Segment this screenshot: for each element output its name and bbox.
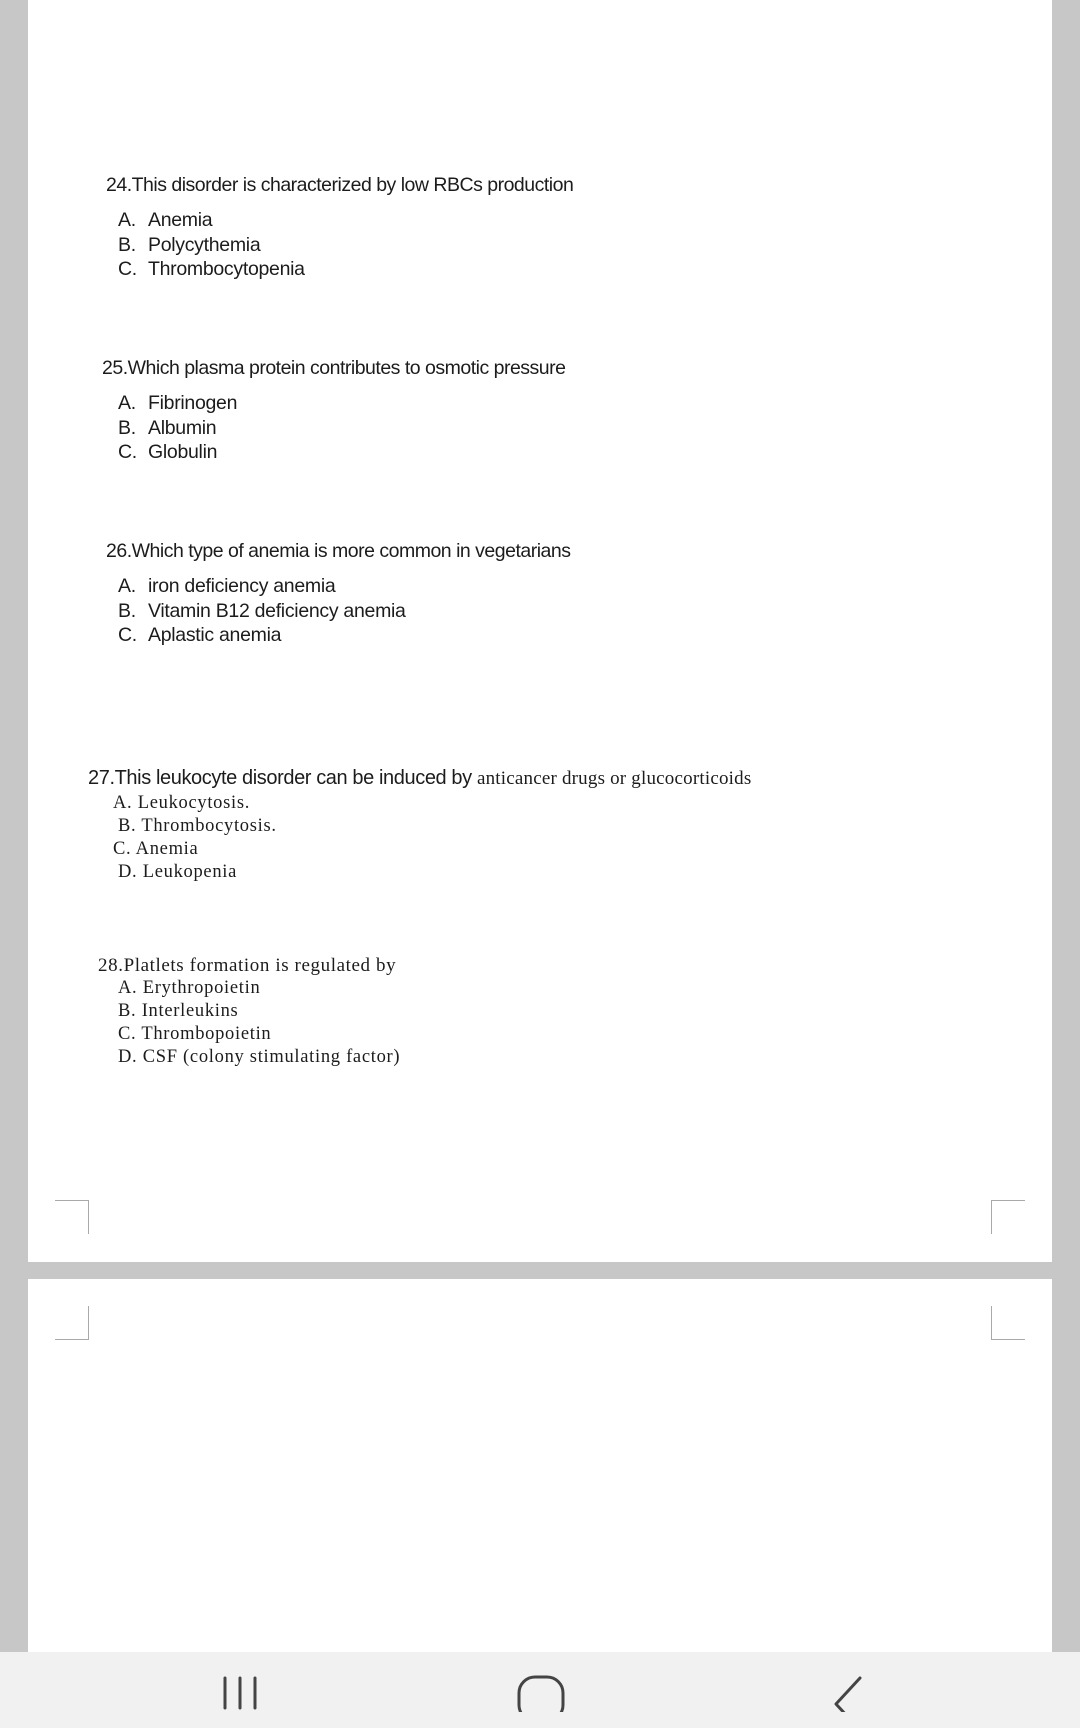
recent-apps-icon[interactable] — [216, 1672, 266, 1712]
answer-option: C. Anemia — [113, 839, 199, 859]
margin-corner-mark — [991, 1306, 1025, 1340]
home-icon[interactable] — [514, 1672, 568, 1712]
question-text: 28.Platlets formation is regulated by — [98, 955, 397, 976]
answer-option: A. Erythropoietin — [118, 978, 261, 998]
question-28 — [98, 955, 400, 1069]
margin-corner-mark — [991, 1200, 1025, 1234]
answer-option: C. Thrombopoietin — [118, 1024, 272, 1044]
answer-option: B. Interleukins — [118, 1001, 239, 1021]
answer-option: C. Thrombocytopenia — [118, 258, 305, 280]
answer-option: C. Aplastic anemia — [118, 624, 282, 646]
answer-option: A. Anemia — [118, 209, 213, 231]
question-24 — [106, 174, 573, 282]
question-text: 27.This leukocyte disorder can be induced by anticancer drugs or glucocorticoids — [88, 767, 752, 789]
answer-option: B. Albumin — [118, 416, 217, 439]
answer-option: C. Globulin — [118, 441, 218, 463]
answer-option: B. Polycythemia — [118, 233, 261, 256]
answer-option: D. CSF (colony stimulating factor) — [118, 1047, 401, 1067]
document-page-1 — [28, 0, 1052, 1262]
question-25 — [102, 357, 565, 465]
margin-corner-mark — [55, 1200, 89, 1234]
answer-option: B. Vitamin B12 deficiency anemia — [118, 599, 406, 622]
answer-option: B. Thrombocytosis. — [118, 816, 277, 836]
margin-corner-mark — [55, 1306, 89, 1340]
answer-option: D. Leukopenia — [118, 862, 238, 882]
answer-option: A. Fibrinogen — [118, 392, 238, 414]
question-26 — [106, 540, 570, 648]
answer-option: A. Leukocytosis. — [113, 793, 251, 813]
answer-option: A. iron deficiency anemia — [118, 575, 336, 597]
question-27 — [88, 767, 751, 884]
back-icon[interactable] — [818, 1672, 868, 1712]
question-text: 26.Which type of anemia is more common in vegetarians — [106, 540, 571, 562]
question-text: 24.This disorder is characterized by low RBCs production — [106, 174, 574, 196]
question-text: 25.Which plasma protein contributes to osmotic pressure — [102, 357, 566, 379]
system-navigation-bar — [0, 1652, 1080, 1728]
